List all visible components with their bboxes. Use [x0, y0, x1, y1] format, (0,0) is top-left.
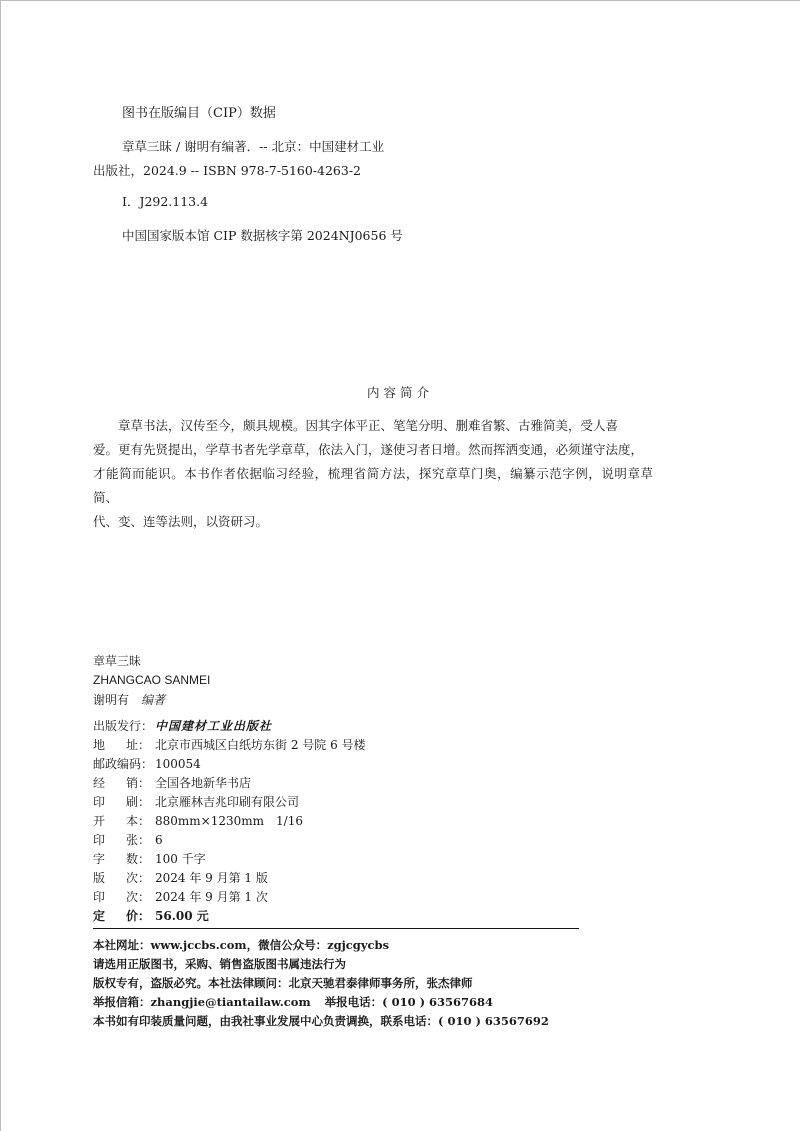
footer-report [93, 993, 549, 1012]
sheets-value: 6 [155, 833, 163, 847]
info-row-price: 定 价： 56.00 元 [93, 907, 366, 926]
info-row-address: 地 址： 北京市西城区白纸坊东街 2 号院 6 号楼 [93, 736, 366, 755]
info-row-printer: 印 刷： 北京雁林吉兆印刷有限公司 [93, 793, 366, 812]
footer-copyright: 版权专有，盗版必究。本社法律顾问：北京天驰君泰律师事务所，张杰律师 [93, 976, 473, 990]
price-value: 56.00 元 [155, 909, 209, 923]
info-row-format: 开 本： 880mm×1230mm 1/16 [93, 812, 366, 831]
report-email: 举报信箱：zhangjie@tiantailaw.com [93, 995, 311, 1009]
book-title-pinyin: ZHANGCAO SANMEI [93, 673, 211, 687]
info-row-sheets: 印 张： 6 [93, 831, 366, 850]
cip-record-number: 中国国家版本馆 CIP 数据核字第 2024NJ0656 号 [122, 228, 403, 243]
distributor-value: 全国各地新华书店 [155, 776, 252, 790]
printer-value: 北京雁林吉兆印刷有限公司 [155, 795, 300, 809]
page-border-left [0, 0, 1, 1131]
intro-line-2: 爱。更有先贤提出，学草书者先学章草，依法入门，遂使习者日增。然而挥洒变通，必须谨守法度， [93, 442, 644, 457]
publisher-footer [93, 936, 549, 1031]
intro-line-3: 才能简而能识。本书作者依据临习经验，梳理省简方法，探究章草门奥，编纂示范字例，说明章草简、 [93, 466, 653, 505]
book-author [93, 692, 165, 708]
info-row-publisher [93, 717, 366, 736]
printing-value: 2024 年 9 月第 1 次 [155, 890, 268, 904]
publisher-label: 出版发行： [93, 719, 154, 733]
intro-line-1: 章草书法，汉传至今，颇具规模。因其字体平正、笔笔分明、删难省繁、古雅简美，受人喜 [118, 418, 619, 433]
footer-quality: 本书如有印装质量问题，由我社事业发展中心负责调换，联系电话：( 010 ) 63567692 [93, 1014, 549, 1028]
info-row-edition: 版 次： 2024 年 9 月第 1 版 [93, 869, 366, 888]
info-row-words: 字 数： 100 千字 [93, 850, 366, 869]
report-phone: 举报电话：( 010 ) 63567684 [324, 995, 494, 1009]
publisher-logotype: 中国建材工业出版社 [155, 719, 273, 733]
divider-rule [93, 928, 579, 929]
postcode-label: 邮政编码： [93, 757, 154, 771]
info-row-postcode [93, 755, 366, 774]
cip-line-2: 出版社，2024.9 -- ISBN 978-7-5160-4263-2 [93, 163, 362, 178]
info-row-printing: 印 次： 2024 年 9 月第 1 次 [93, 888, 366, 907]
words-value: 100 千字 [155, 852, 206, 866]
cip-classification: Ⅰ．J292.113.4 [122, 194, 209, 209]
footer-website: 本社网址：www.jccbs.com，微信公众号：zgjcgycbs [93, 938, 390, 952]
author-role: 编著 [141, 693, 166, 707]
edition-value: 2024 年 9 月第 1 版 [155, 871, 268, 885]
intro-title: 内容简介 [366, 385, 433, 400]
intro-line-4: 代、变、连等法则，以资研习。 [93, 514, 269, 529]
page-border-top [0, 0, 800, 1]
book-title: 章草三昧 [93, 654, 142, 668]
footer-genuine-notice: 请选用正版图书，采购、销售盗版图书属违法行为 [93, 957, 346, 971]
address-value: 北京市西城区白纸坊东街 2 号院 6 号楼 [155, 738, 366, 752]
format-value: 880mm×1230mm 1/16 [155, 814, 303, 828]
publication-info [93, 717, 366, 926]
cip-line-1: 章草三昧 / 谢明有编著．-- 北京：中国建材工业 [122, 139, 385, 154]
intro-body [93, 414, 653, 534]
cip-title: 图书在版编目（CIP）数据 [122, 106, 276, 121]
author-name: 谢明有 [93, 693, 130, 707]
info-row-distributor: 经 销： 全国各地新华书店 [93, 774, 366, 793]
postcode-value: 100054 [155, 757, 201, 771]
